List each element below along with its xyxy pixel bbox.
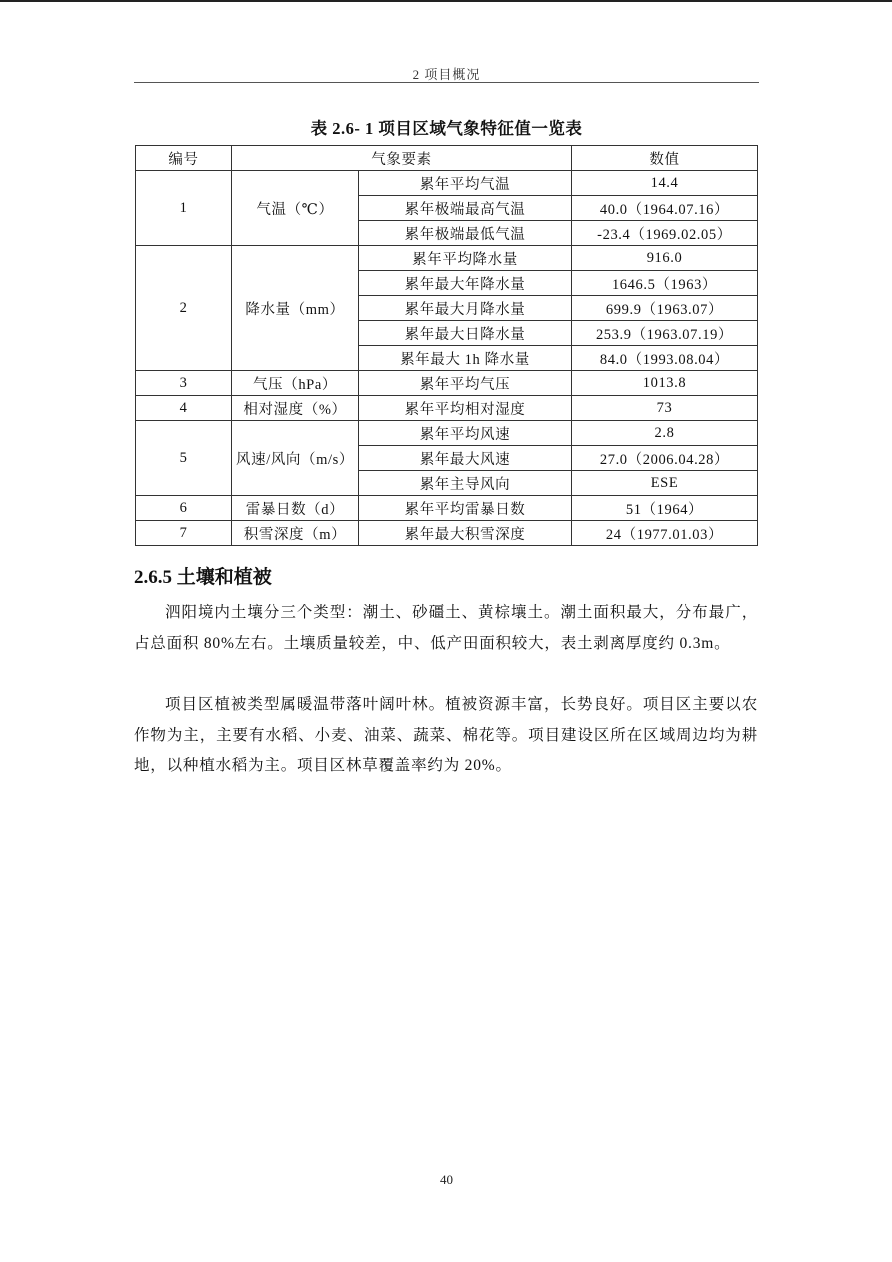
table-row — [136, 396, 758, 421]
element-cell: 降水量（mm） — [232, 246, 359, 371]
value-cell: 51（1964） — [572, 496, 758, 521]
table-row — [136, 246, 758, 271]
value-cell: 84.0（1993.08.04） — [572, 346, 758, 371]
item-cell: 累年最大月降水量 — [359, 296, 572, 321]
item-cell: 累年平均雷暴日数 — [359, 496, 572, 521]
value-cell: 2.8 — [572, 421, 758, 446]
table-row — [136, 171, 758, 196]
element-cell: 雷暴日数（d） — [232, 496, 359, 521]
header-cell-element: 气象要素 — [232, 146, 572, 171]
element-cell: 气温（℃） — [232, 171, 359, 246]
table-header-row — [136, 146, 758, 171]
element-cell: 积雪深度（m） — [232, 521, 359, 546]
value-cell: ESE — [572, 471, 758, 496]
table-row — [136, 521, 758, 546]
table-row — [136, 371, 758, 396]
item-cell: 累年平均气压 — [359, 371, 572, 396]
value-cell: 14.4 — [572, 171, 758, 196]
item-cell: 累年平均风速 — [359, 421, 572, 446]
row-number-cell: 6 — [136, 496, 232, 521]
value-cell: 73 — [572, 396, 758, 421]
value-cell: 27.0（2006.04.28） — [572, 446, 758, 471]
running-header: 2 项目概况 — [412, 67, 481, 82]
value-cell: 916.0 — [572, 246, 758, 271]
header-rule — [134, 82, 759, 83]
row-number-cell: 5 — [136, 421, 232, 496]
value-cell: 40.0（1964.07.16） — [572, 196, 758, 221]
item-cell: 累年平均气温 — [359, 171, 572, 196]
element-cell: 风速/风向（m/s） — [232, 421, 359, 496]
value-cell: 253.9（1963.07.19） — [572, 321, 758, 346]
item-cell: 累年极端最高气温 — [359, 196, 572, 221]
paragraph-soil: 泗阳境内土壤分三个类型：潮土、砂礓土、黄棕壤土。潮土面积最大，分布最广，占总面积 80%左右。土壤质量较差，中、低产田面积较大，表土剥离厚度约 0.3m。 — [134, 604, 758, 652]
row-number-cell: 7 — [136, 521, 232, 546]
value-cell: 1013.8 — [572, 371, 758, 396]
header-cell-value: 数值 — [572, 146, 758, 171]
row-number-cell: 4 — [136, 396, 232, 421]
row-number-cell: 1 — [136, 171, 232, 246]
section-heading: 2.6.5 土壤和植被 — [134, 567, 272, 588]
item-cell: 累年最大 1h 降水量 — [359, 346, 572, 371]
item-cell: 累年最大年降水量 — [359, 271, 572, 296]
page-top-border — [0, 0, 892, 2]
element-cell: 相对湿度（%） — [232, 396, 359, 421]
climate-table-body — [136, 146, 758, 546]
item-cell: 累年平均相对湿度 — [359, 396, 572, 421]
row-number-cell: 2 — [136, 246, 232, 371]
item-cell: 累年极端最低气温 — [359, 221, 572, 246]
item-cell: 累年最大日降水量 — [359, 321, 572, 346]
table-title: 表 2.6- 1 项目区域气象特征值一览表 — [310, 119, 583, 138]
item-cell: 累年主导风向 — [359, 471, 572, 496]
item-cell: 累年最大风速 — [359, 446, 572, 471]
table-row — [136, 496, 758, 521]
value-cell: 1646.5（1963） — [572, 271, 758, 296]
item-cell: 累年平均降水量 — [359, 246, 572, 271]
climate-table — [135, 145, 758, 546]
value-cell: 699.9（1963.07） — [572, 296, 758, 321]
value-cell: 24（1977.01.03） — [572, 521, 758, 546]
value-cell: -23.4（1969.02.05） — [572, 221, 758, 246]
paragraph-vegetation: 项目区植被类型属暖温带落叶阔叶林。植被资源丰富，长势良好。项目区主要以农作物为主，主要有水稻、小麦、油菜、蔬菜、棉花等。项目建设区所在区域周边均为耕地，以种植水稻为主。项目区林草覆盖率约为 20%。 — [134, 696, 758, 774]
table-row — [136, 421, 758, 446]
item-cell: 累年最大积雪深度 — [359, 521, 572, 546]
element-cell: 气压（hPa） — [232, 371, 359, 396]
page-number: 40 — [440, 1172, 453, 1187]
row-number-cell: 3 — [136, 371, 232, 396]
header-cell-number: 编号 — [136, 146, 232, 171]
